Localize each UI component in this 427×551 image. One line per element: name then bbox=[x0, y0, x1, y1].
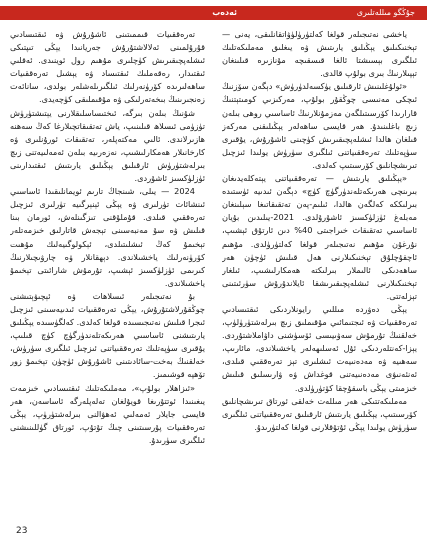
paragraph: «ئىزاھلار بولۇپ»، مەملىكەتلىك ئىقتىسادىي خىزمەت يىغىنىدا ئوتتۇرىغا قويۇلغان تەلەپلەرگە ئاساسەن، ھەر قايسى جايلار ئەمەلىي ئەھۋالنى بىرلەشتۈرۈپ، يېڭى تەرەققىيات پۇرسىتىنى چىڭ تۇتۇپ، ئورتاق گۈللىنىشنى ئىلگىرى سۈرىدۇ. bbox=[10, 382, 205, 445]
paragraph: يېڭى دەۋردە مىللىي رايونلاردىكى ئىقتىسادىي تەرەققىيات ۋە ئىجتىمائىي مۇقىملىق زىچ بىرلەشتۈرۈلۈپ، خەلقنىڭ تۇرمۇش سەۋىيىسى ئۆسۈشنى داۋاملاشتۇردى. يېزا-كەنتلەردىكى ئۇل ئەسلىھەلەر ياخشىلاندى، مائارىپ، سەھىيە ۋە مەدەنىيەت ئىشلىرى تېز تەرەققىي قىلدى، ئەنئەنىۋى مەدەنىيەتنى قوغداش ۋە ۋارىسلىق قىلىش خىزمىتى يېڭى باسقۇچقا كۆتۈرۈلدى. bbox=[222, 303, 417, 393]
paragraph: تەرەققىيات قىممىتىنى ئاشۇرۇش ۋە ئىقتىسادىي قۇرۇلمىنى ئەلالاشتۇرۇش جەريانىدا يېڭى تىپتىكى ئىشلەپچىقىرىش كۈچلىرى مۇھىم رول ئوينىدى. ئەقلىي ئىقتىدار، رەقەملىك ئىقتىساد ۋە يېشىل تەرەققىيات ساھەلىرىدە كۆرۈنەرلىك ئىلگىرىلەشلەر بولدى، سانائەت زەنجىرىنىڭ بىخەتەرلىكى ۋە مۇقىملىقى كۈچەيدى. bbox=[10, 29, 205, 105]
text-column-right bbox=[222, 28, 417, 506]
page-number: 23 bbox=[16, 526, 28, 536]
paragraph: بۇ نەتىجىلەر ئىسلاھات ۋە ئېچىۋېتىشنى چوڭقۇرلاشتۇرۇش، يېڭى تەرەققىيات ئىدىيەسىنى ئىزچىل ئىجرا قىلىش نەتىجىسىدە قولغا كەلدى. كەلگۈسىدە يېڭىلىق يارىتىشنى ئاساسىي ھەرىكەتلەندۈرگۈچ كۈچ قىلىپ، يۇقىرى سۈپەتلىك تەرەققىياتنى ئىزچىل ئىلگىرى سۈرۈش، خەلقنىڭ بەخت-سائادىتىنى ئاشۇرۇش ئۈچۈن تېخىمۇ زور تۆھپە قوشىمىز. bbox=[10, 290, 205, 380]
page-header-bar bbox=[0, 6, 427, 20]
section-tag: ئەدەب bbox=[212, 8, 237, 17]
paragraph: 2024 — يىلى، شىنجاڭ تارىم ئويمانلىقىدا ئاساسىي ئىنشائات تۈرلىرى ۋە يېڭى ئېنېرگىيە تۈرلىرى ئىزچىل تەرەققىي قىلدى. قۇملۇقنى تىزگىنلەش، ئورمان بىنا قىلىش ۋە سۇ مەنبەسىنى تېجەش قاتارلىق خىزمەتلەر تېخىمۇ كەڭ ئىشلىتىلدى، ئېكولوگىيەلىك مۇھىت كۆرۈنەرلىك ياخشىلاندى. دېھقانلار ۋە چارۋىچىلارنىڭ كىرىمى ئۈزلۈكسىز ئېشىپ، تۇرمۇش شارائىتى تېخىمۇ ياخشىلاندى. bbox=[10, 186, 205, 288]
paragraph: مەملىكەتتىكى ھەر مىللەت خەلقى ئورتاق تىرىشچانلىق كۆرسىتىپ، يېڭىلىق يارىتىش ئارقىلىق تەرەققىياتنى ئىلگىرى سۈرۈش يولىدا يېڭى ئۇتۇقلارنى قولغا كەلتۈرىدۇ. bbox=[222, 395, 417, 432]
paragraph: «يېڭىلىق يارىتىش — تەرەققىياتنى يېتەكلەيدىغان بىرىنچى ھەرىكەتلەندۈرگۈچ كۈچ» دېگەن ئىدىيە ئۈستىدە بىرلىككە كەلگەن ھالدا، ئىلىم-پەن تەتقىقاتىغا سېلىنغان مەبلەغ ئۈزلۈكسىز ئاشۇرۇلدى. 2021-يىلىدىن بۇيان ئاساسىي تەتقىقات خىراجىتى 40% دىن ئارتۇق ئېشىپ، نۇرغۇن مۇھىم نەتىجىلەر قولغا كەلتۈرۈلدى. مۇھىم ئاچقۇچلۇق تېخنىكىلارنى ھەل قىلىش ئۈچۈن ھەر ساھەدىكى ئالىملار بىرلىكتە ھەمكارلىشىپ، ئىلغار تېخنىكىلارنى ئىشلەپچىقىرىشقا ئايلاندۇرۇش سۈرئىتىنى تېزلەتتى. bbox=[222, 173, 417, 301]
paragraph: «ئولۇغلىنىش ئارقىلىق يۈكسەلدۈرۈش» دېگەن سۆزنىڭ ئىچكى مەنىسى چوڭقۇر بولۇپ، مەركىزىي كومىتېتنىڭ قارارىدا كۆرسىتىلگەن مەزمۇنلارنىڭ ئاساسىي روھى بىلەن زىچ باغلىنىدۇ. ھەر قايسى ساھەلەر يېڭىلىقنى مەركەز قىلغان ھالدا ئىشلەپچىقىرىش كۈچىنى ئاشۇرۇش، يۇقىرى سۈپەتلىك تەرەققىياتنى ئىلگىرى سۈرۈش يولىدا ئىزچىل تىرىشچانلىق كۆرسىتىپ كەلدى. bbox=[222, 81, 417, 170]
text-column-left bbox=[10, 28, 205, 506]
publication-title: جۇڭگو مىللەتلىرى bbox=[356, 8, 415, 17]
paragraph: ياخشى نەتىجىلەر قولغا كەلتۈرۈلۈۋاتقانلىقى، يەنى — تېخنىكىلىق يېڭىلىق يارىتىش ۋە يىغلىق مەملىكەتلىك ئىلگىرى بېسىشتا ئالغا قىسقىچە مۇنازىرە قىلىنغان تېپىلارنىڭ بىرى بولۇپ قالدى. bbox=[222, 29, 417, 79]
paragraph: شۇنىڭ بىلەن بىرگە، ئىختىساسلىقلارنى يېتىشتۈرۈش تۈزۈمى ئىسلاھ قىلىنىپ، ياش تەتقىقاتچىلارغا كەڭ سەھنە ھازىرلاندى. ئالىي مەكتەپلەر، تەتقىقات ئورۇنلىرى ۋە كارخانىلار ھەمكارلىشىپ، نەزەرىيە بىلەن ئەمەلىيەتنى زىچ بىرلەشتۈرۈش ئارقىلىق يېڭىلىق يارىتىش ئىقتىدارىنى ئۈزلۈكسىز ئاشۇردى. bbox=[10, 107, 205, 184]
